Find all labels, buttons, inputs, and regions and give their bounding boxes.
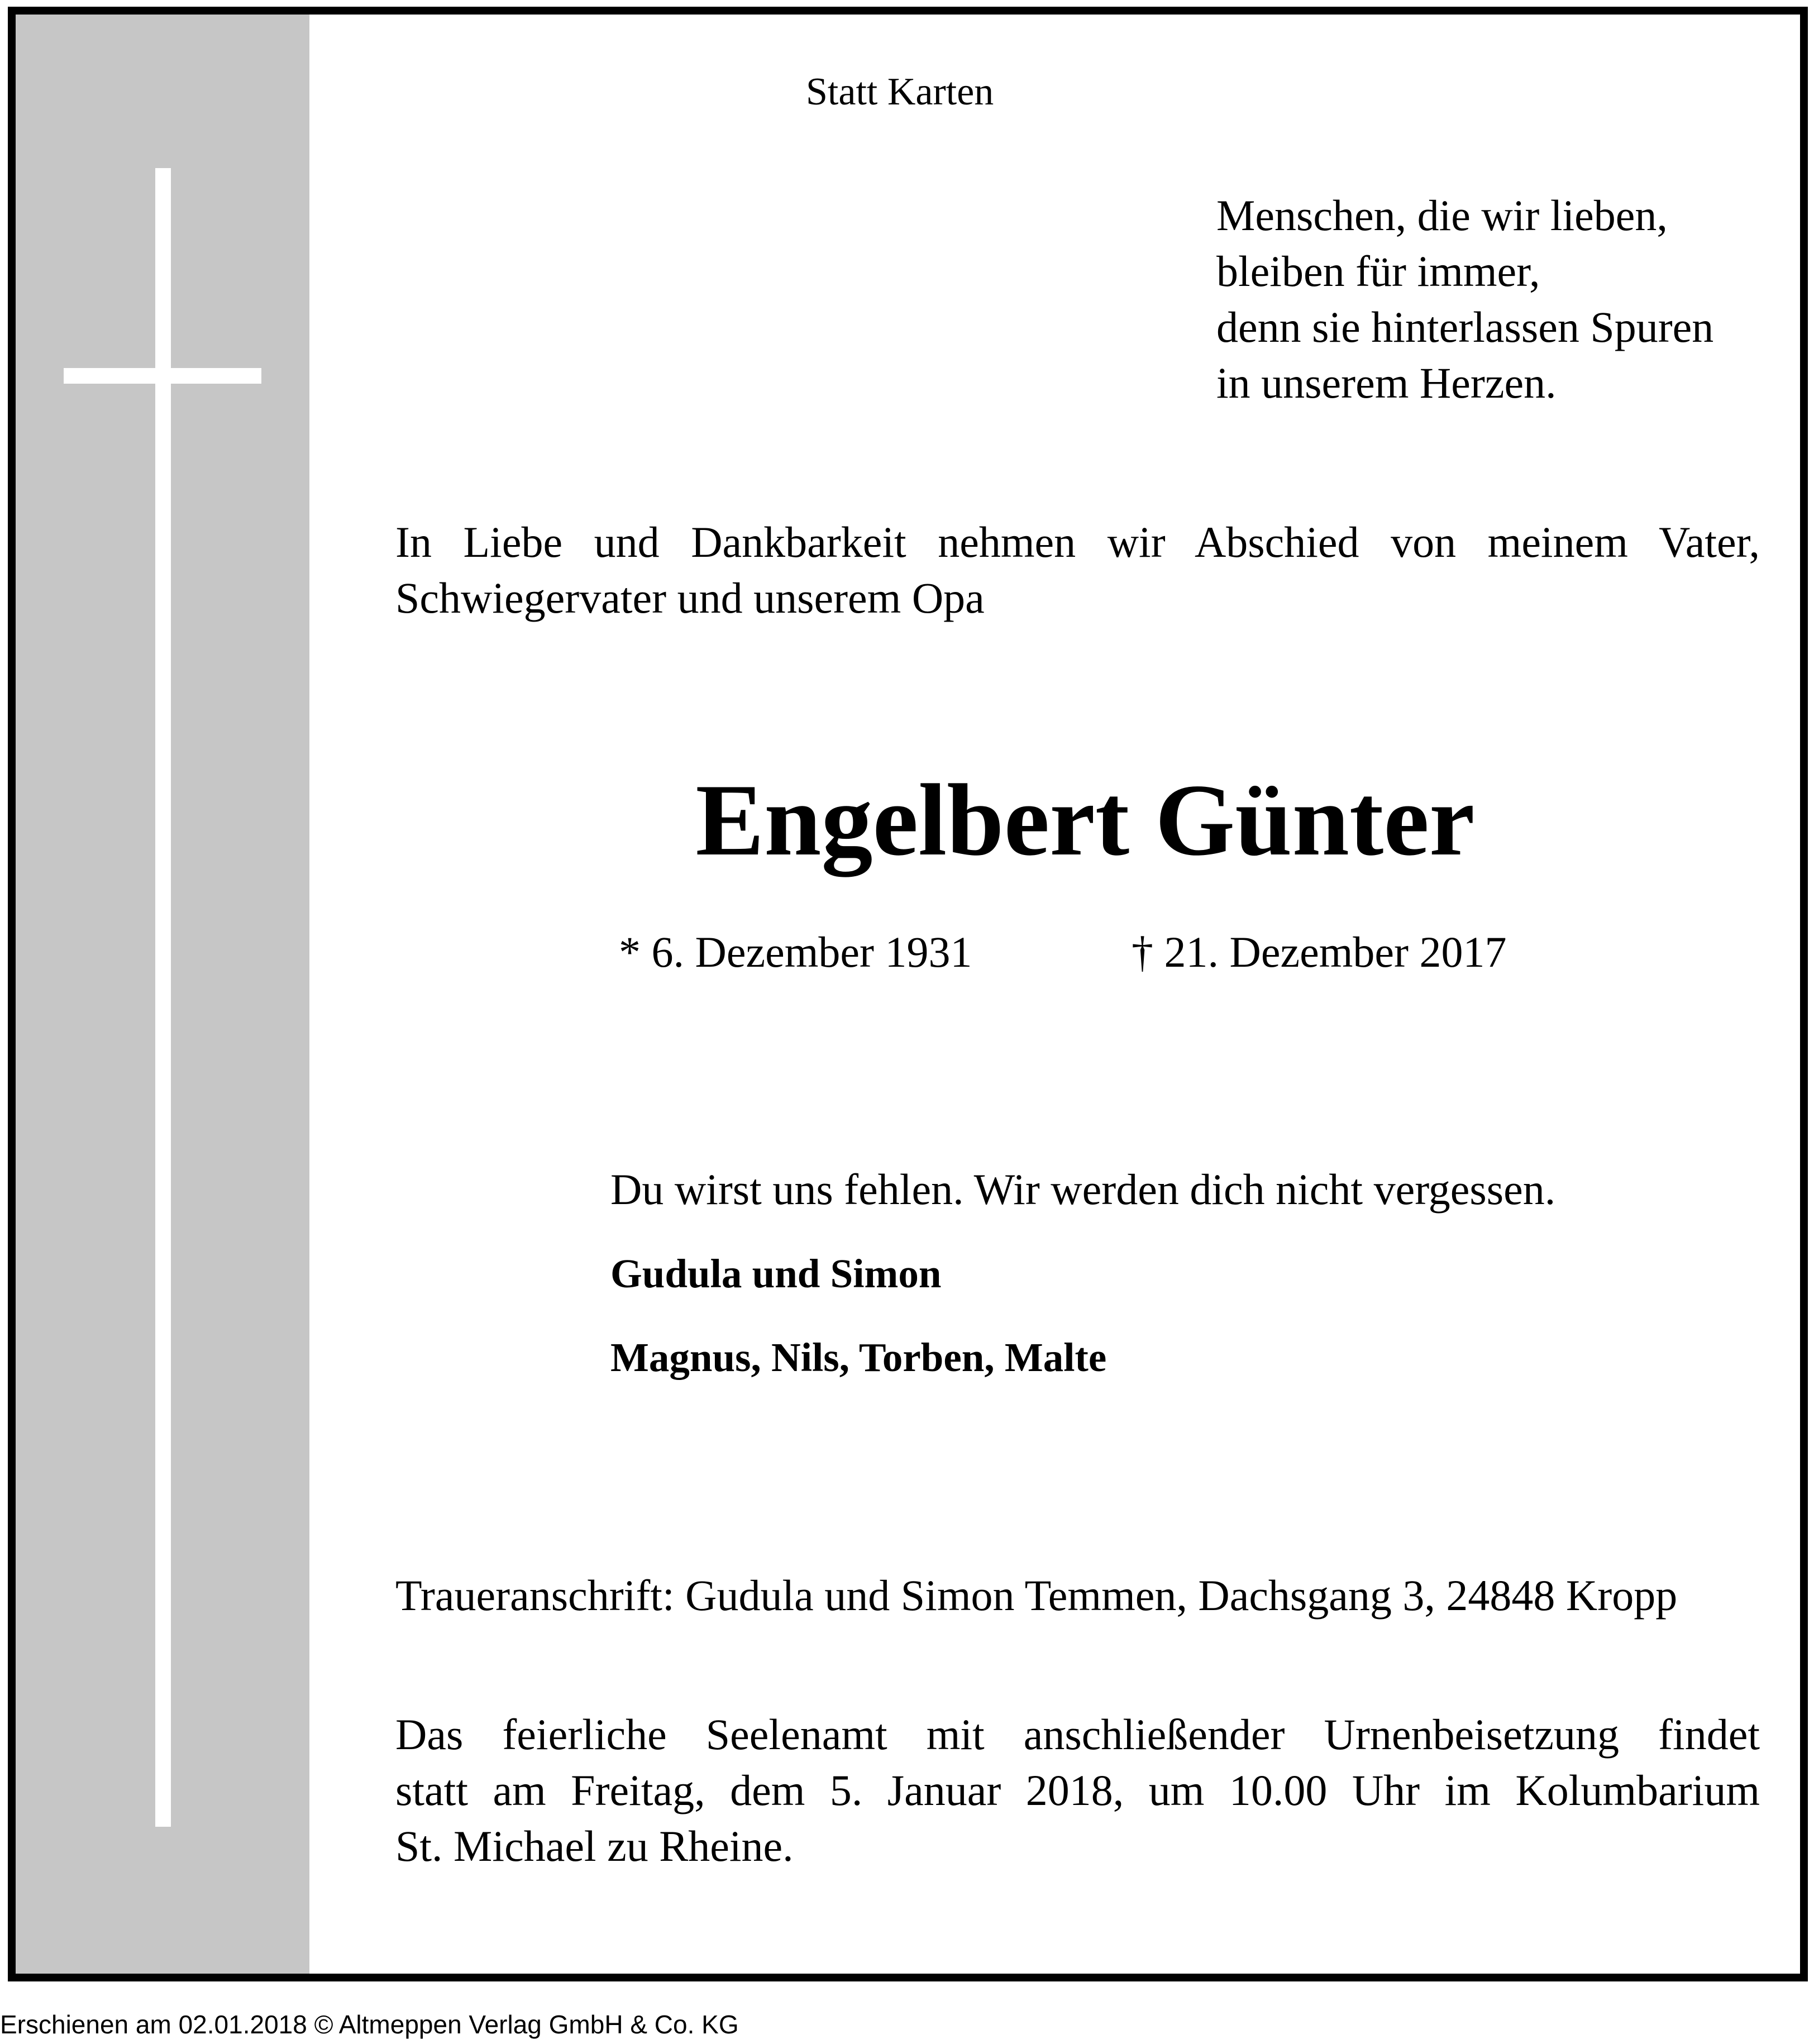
mourning-address: Traueranschrift: Gudula und Simon Temmen, Dachsgang 3, 24848 Kropp xyxy=(395,1571,1678,1620)
deceased-name: Engelbert Günter xyxy=(695,763,1475,877)
intro-text xyxy=(395,514,1760,626)
grandchildren-names: Magnus, Nils, Torben, Malte xyxy=(610,1335,1107,1380)
birth-date: * 6. Dezember 1931 xyxy=(619,928,972,976)
farewell-line: Du wirst uns fehlen. Wir werden dich nicht vergessen. xyxy=(610,1165,1556,1214)
motto-line: Menschen, die wir lieben, xyxy=(1216,191,1668,240)
cross-icon xyxy=(155,168,171,1827)
service-line: Das feierliche Seelenamt mit anschließender Urnenbeisetzung findet xyxy=(395,1710,1760,1759)
header-statt-karten: Statt Karten xyxy=(806,70,994,113)
side-band xyxy=(16,15,309,1974)
service-info xyxy=(395,1707,1760,1874)
service-line: St. Michael zu Rheine. xyxy=(395,1822,794,1870)
motto-line: bleiben für immer, xyxy=(1216,247,1540,295)
death-date: † 21. Dezember 2017 xyxy=(1132,928,1507,976)
intro-line: Schwiegervater und unserem Opa xyxy=(395,574,985,622)
service-line: statt am Freitag, dem 5. Januar 2018, um 10.00 Uhr im Kolumbarium xyxy=(395,1766,1760,1814)
motto-line: in unserem Herzen. xyxy=(1216,359,1557,407)
publication-footer: Erschienen am 02.01.2018 © Altmeppen Verlag GmbH & Co. KG xyxy=(0,2010,739,2039)
motto-line: denn sie hinterlassen Spuren xyxy=(1216,303,1714,351)
obituary-notice xyxy=(8,7,1808,1981)
motto-verse xyxy=(1216,188,1713,411)
family-names: Gudula und Simon xyxy=(610,1251,942,1296)
cross-icon-crossbar xyxy=(64,368,261,384)
intro-line: In Liebe und Dankbarkeit nehmen wir Abschied von meinem Vater, xyxy=(395,518,1760,566)
